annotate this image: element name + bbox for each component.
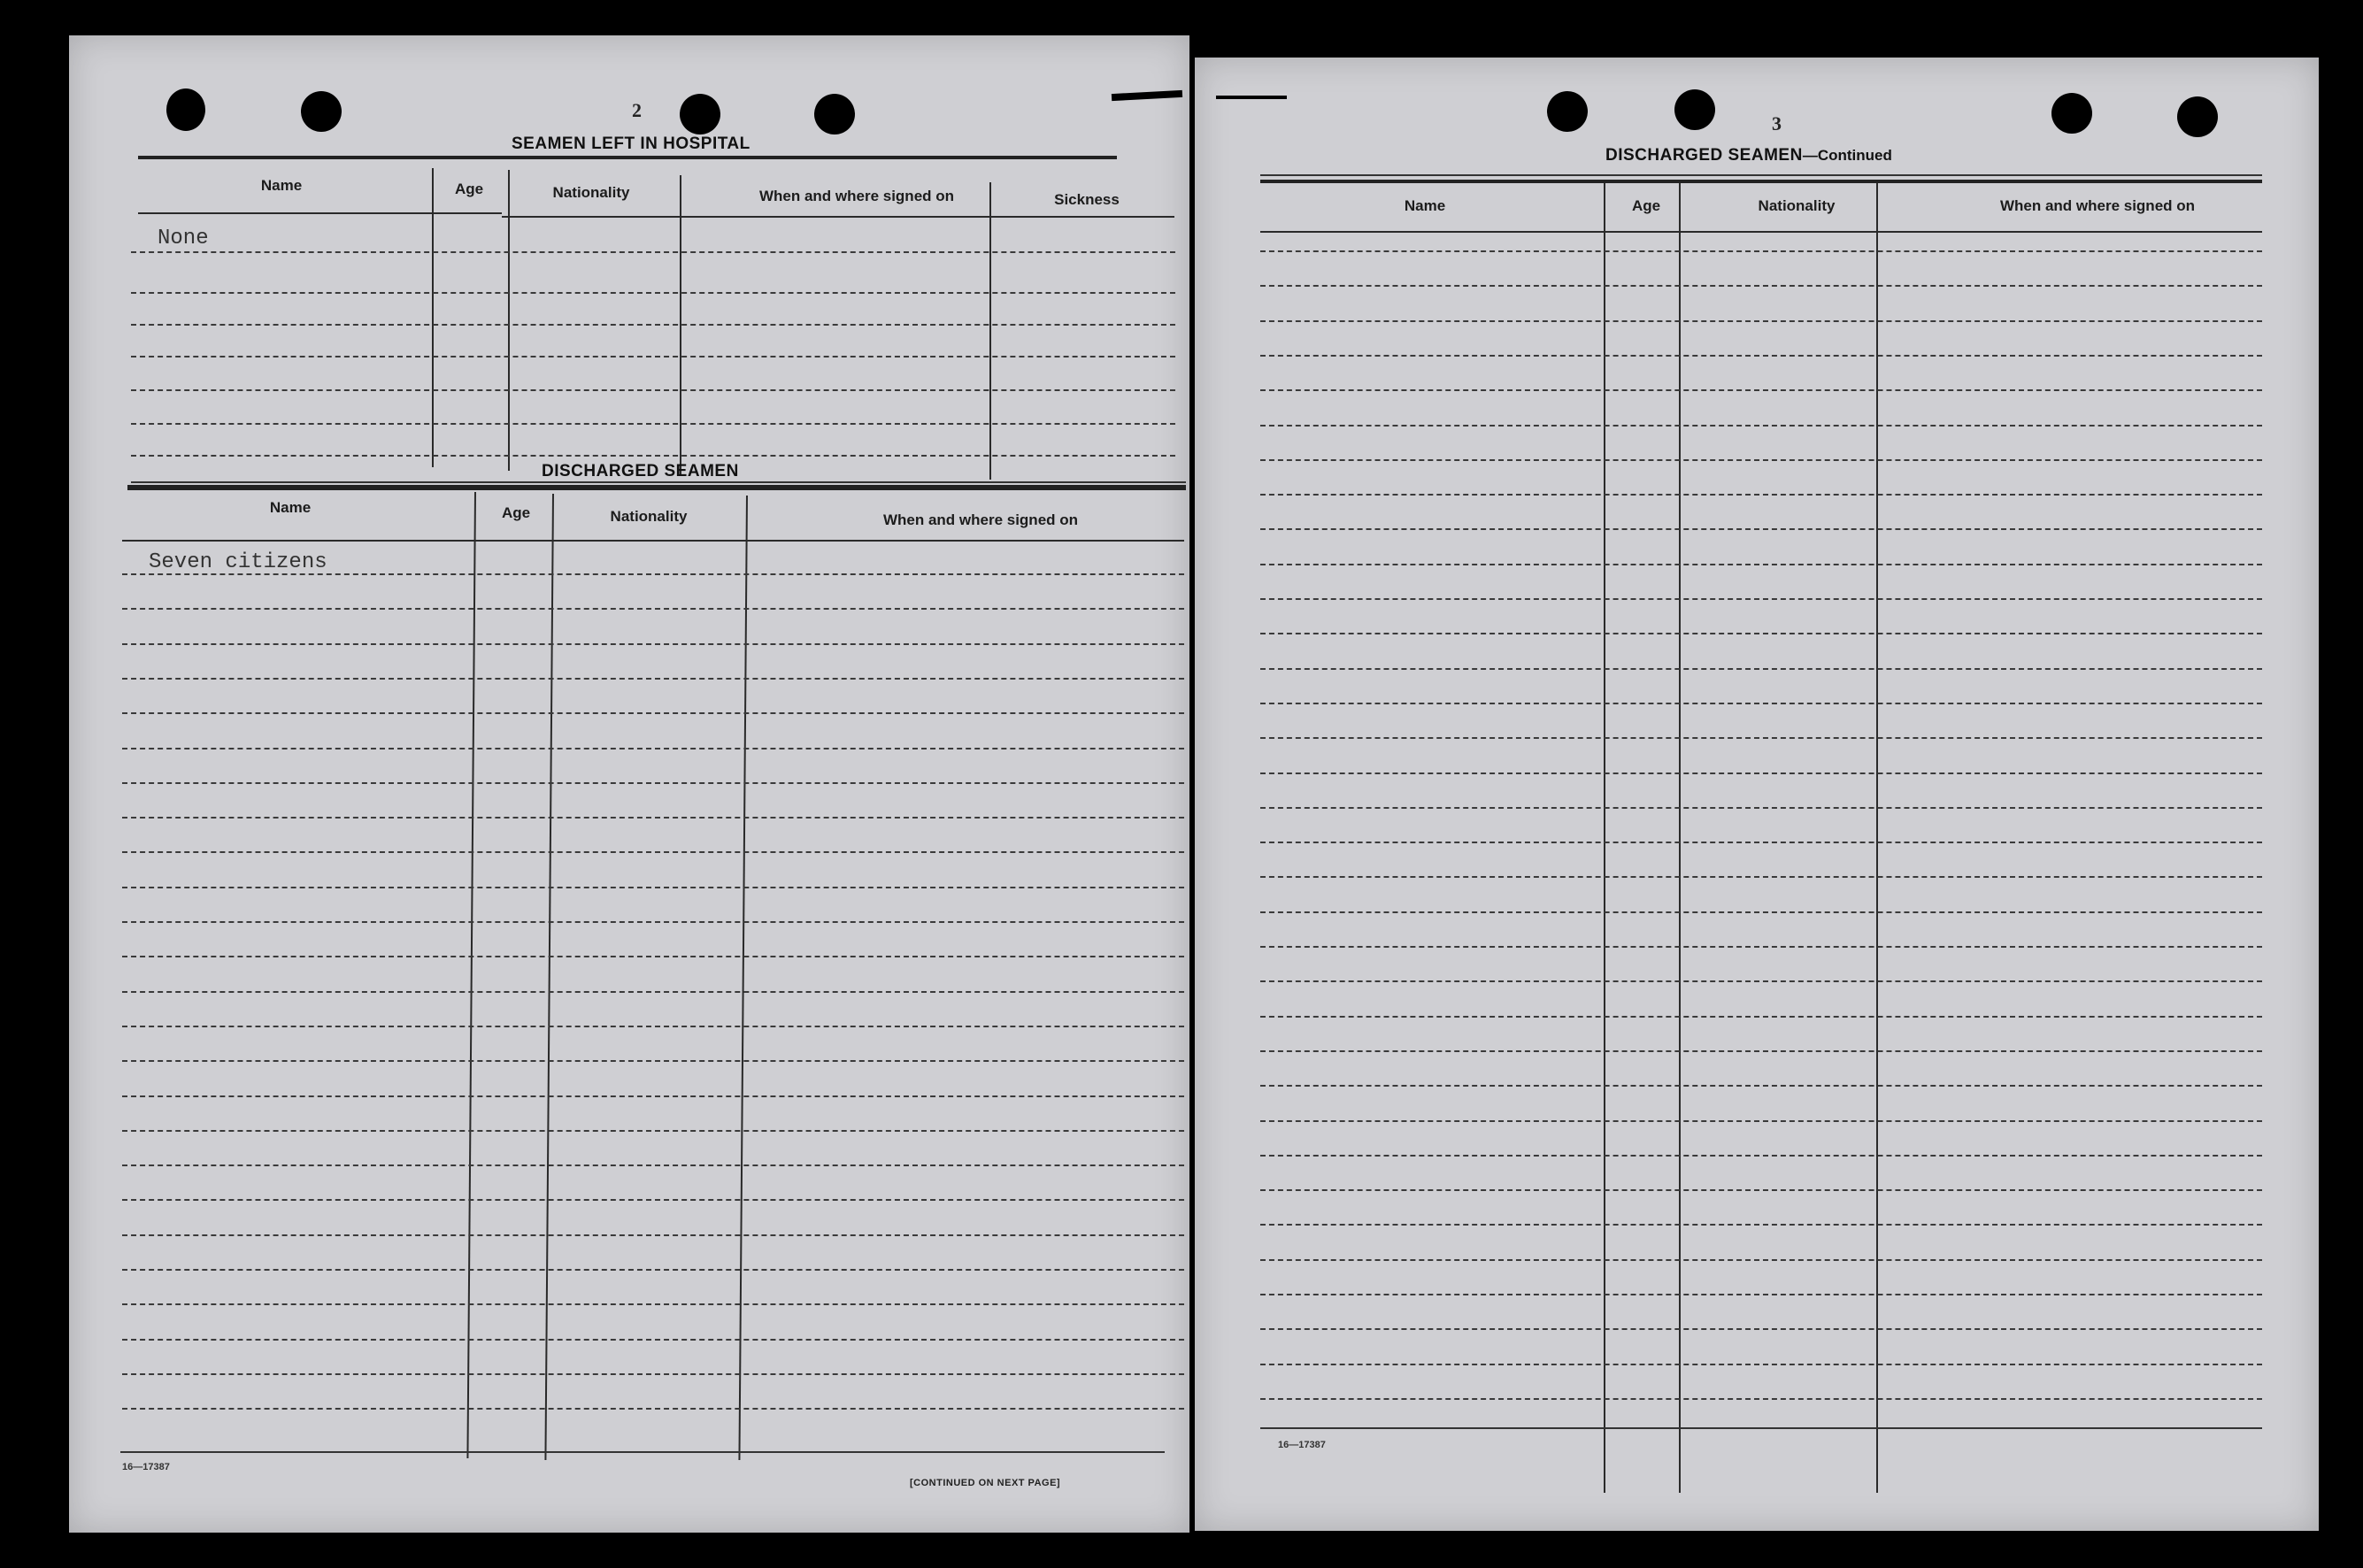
dotted-row-line [1260,1189,2262,1191]
dotted-row-line [1260,1050,2262,1052]
hospital-col-divider [989,182,991,480]
discharged-entry: Seven citizens [149,550,327,574]
dotted-row-line [1260,1259,2262,1261]
hospital-col-divider [680,175,681,476]
punch-hole [166,88,205,131]
col-name: Name [269,499,312,516]
col-nationality: Nationality [610,508,688,525]
dotted-row-line [1260,1155,2262,1157]
col-when-where: When and where signed on [758,188,955,204]
dotted-row-line [1260,1328,2262,1330]
dotted-row-line [122,1026,1184,1027]
dotted-row-line [131,423,1175,425]
dotted-row-line [122,1234,1184,1236]
hospital-col-divider [508,170,510,471]
dotted-row-line [1260,389,2262,391]
col-name: Name [1404,197,1446,214]
dotted-row-line [131,251,1175,253]
col-when-where: When and where signed on [882,511,1079,528]
col-name: Name [260,177,303,194]
dotted-row-line [131,324,1175,326]
bottom-rule [1260,1427,2262,1429]
dotted-row-line [1260,911,2262,913]
dotted-row-line [131,292,1175,294]
dotted-row-line [1260,1085,2262,1087]
dotted-row-line [1260,946,2262,948]
dotted-row-line [1260,494,2262,496]
col-age: Age [1631,197,1661,214]
dotted-row-line [122,782,1184,784]
dotted-row-line [122,1130,1184,1132]
dotted-row-line [1260,459,2262,461]
discharged-top-rule [131,481,1186,483]
left-page [69,35,1189,1533]
dotted-row-line [1260,772,2262,774]
dotted-row-line [1260,980,2262,982]
dotted-row-line [122,678,1184,680]
dotted-row-line [1260,876,2262,878]
punch-hole [301,91,342,132]
discharged-section-title: DISCHARGED SEAMEN [542,462,739,480]
dotted-row-line [1260,528,2262,530]
dotted-row-line [1260,842,2262,843]
punch-hole [1547,91,1588,132]
col-age: Age [454,181,484,197]
dotted-row-line [1260,1398,2262,1400]
dotted-row-line [1260,320,2262,322]
title-continued: —Continued [1802,147,1892,164]
col-age: Age [501,504,531,521]
continued-note: [CONTINUED ON NEXT PAGE] [910,1478,1061,1488]
dotted-row-line [1260,250,2262,252]
dotted-row-line [1260,1224,2262,1226]
dotted-row-line [1260,425,2262,427]
page-number: 2 [632,99,642,121]
hospital-section-title: SEAMEN LEFT IN HOSPITAL [512,135,750,153]
col-sickness: Sickness [1054,191,1120,208]
dotted-row-line [1260,598,2262,600]
hospital-entry: None [158,227,209,250]
dotted-row-line [122,1095,1184,1097]
dotted-row-line [1260,1364,2262,1365]
dotted-row-line [122,748,1184,749]
dotted-row-line [1260,737,2262,739]
dotted-row-line [131,455,1175,457]
top-rule [1260,174,2262,176]
top-rule [1260,180,2262,183]
dotted-row-line [122,1269,1184,1271]
punch-hole [2051,93,2092,134]
dotted-row-line [122,712,1184,714]
dotted-row-line [122,1199,1184,1201]
dotted-row-line [122,921,1184,923]
dotted-row-line [1260,285,2262,287]
dotted-row-line [122,1373,1184,1375]
dotted-row-line [1260,807,2262,809]
hospital-header-rule [138,212,502,214]
dotted-row-line [1260,633,2262,634]
title-main: DISCHARGED SEAMEN [1605,146,1803,165]
dotted-row-line [1260,1016,2262,1018]
col-divider [1604,183,1605,1493]
punch-hole [1674,89,1715,130]
dotted-row-line [122,1339,1184,1341]
dotted-row-line [122,608,1184,610]
punch-hole [814,94,855,135]
header-rule [1260,231,2262,233]
page-number: 3 [1772,112,1782,135]
dotted-row-line [122,851,1184,853]
dotted-row-line [122,991,1184,993]
dotted-row-line [122,817,1184,819]
hospital-header-rule [502,216,1174,218]
dotted-row-line [1260,355,2262,357]
tear-mark [1216,96,1287,99]
dotted-row-line [122,643,1184,645]
dotted-row-line [122,956,1184,957]
punch-hole [680,94,720,135]
col-divider [1876,183,1878,1493]
hospital-top-rule [138,156,1117,159]
dotted-row-line [131,356,1175,357]
discharged-top-rule [127,487,1186,490]
discharged-col-divider [544,494,554,1460]
punch-hole [2177,96,2218,137]
col-nationality: Nationality [1758,197,1836,214]
col-divider [1679,183,1681,1493]
discharged-col-divider [738,496,748,1460]
col-nationality: Nationality [552,184,630,201]
form-number: 16—17387 [122,1462,170,1472]
dotted-row-line [1260,1120,2262,1122]
dotted-row-line [1260,703,2262,704]
dotted-row-line [122,1060,1184,1062]
dotted-row-line [122,887,1184,888]
right-page [1195,58,2319,1531]
dotted-row-line [1260,668,2262,670]
dotted-row-line [131,389,1175,391]
dotted-row-line [1260,564,2262,565]
header-rule [122,540,1184,542]
dotted-row-line [122,1408,1184,1410]
discharged-bottom-rule [120,1451,1165,1453]
discharged-col-divider [466,492,476,1458]
discharged-continued-title [1605,146,1892,165]
dotted-row-line [1260,1294,2262,1295]
dotted-row-line [122,1164,1184,1166]
dotted-row-line [122,1303,1184,1305]
form-number: 16—17387 [1278,1440,1326,1450]
col-when-where: When and where signed on [1999,197,2196,214]
